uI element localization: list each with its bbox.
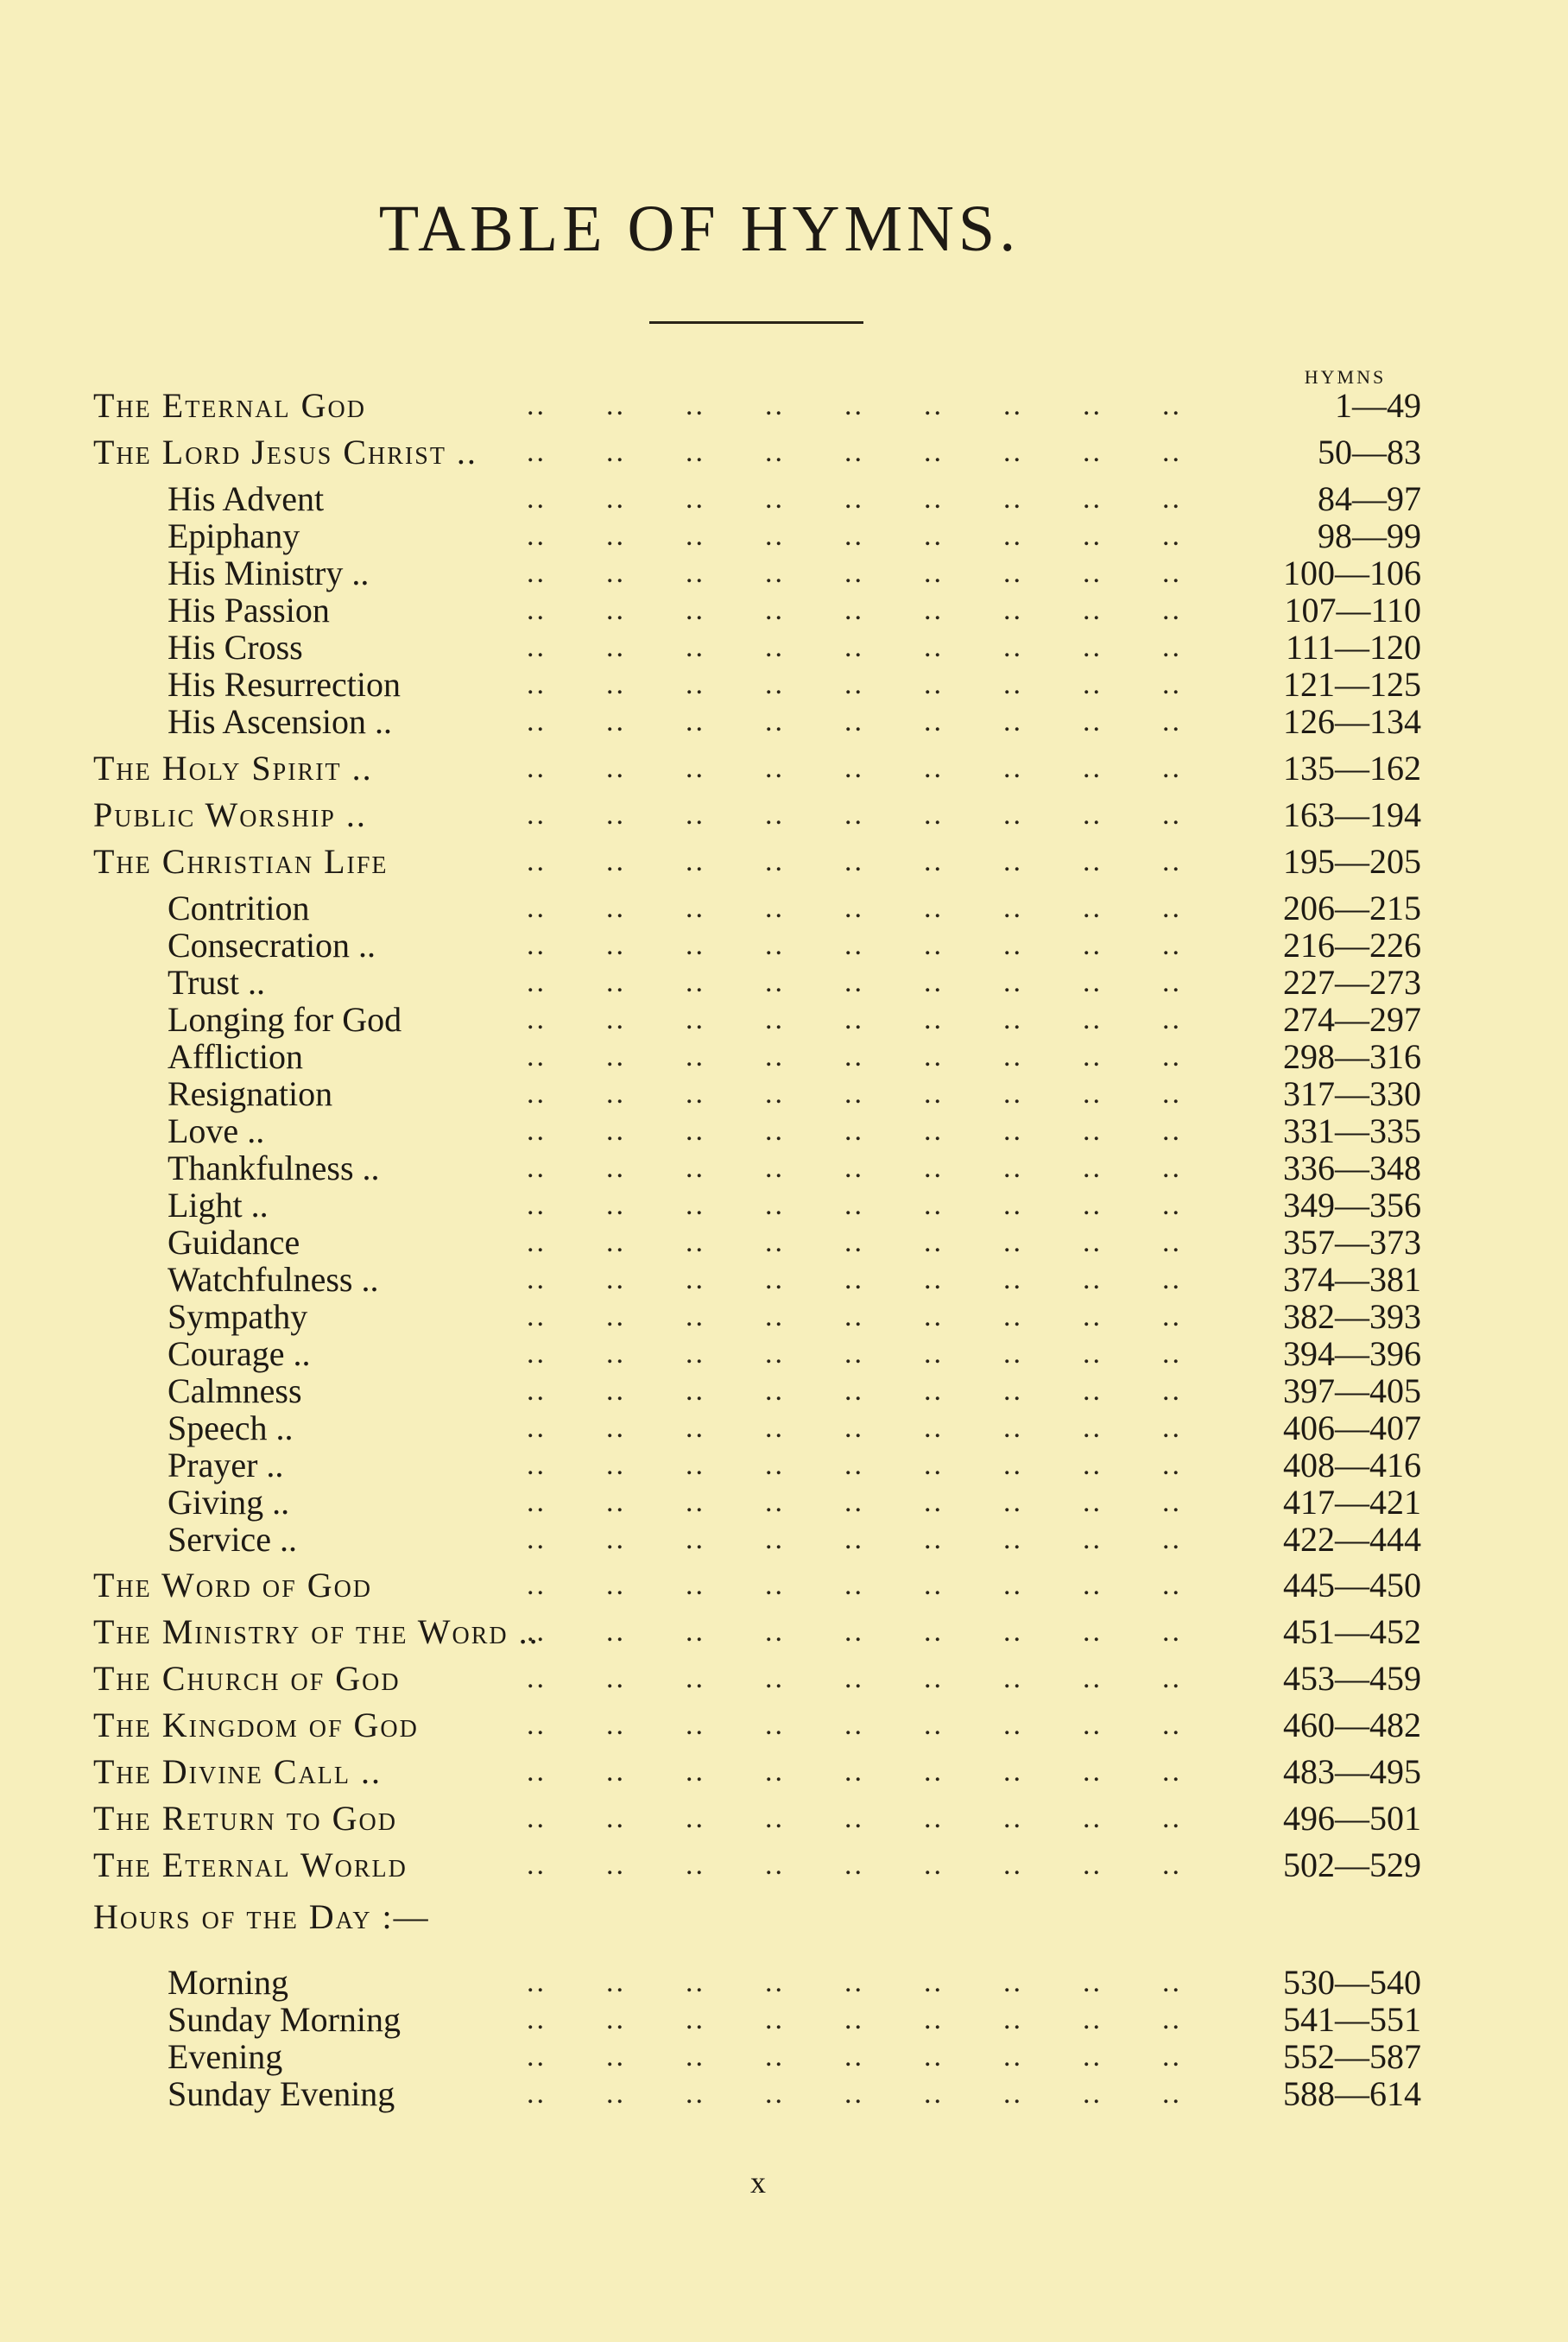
section-heading: The Word of God: [93, 1566, 373, 1605]
hymn-range: 453—459: [1283, 1659, 1421, 1698]
subsection-label: His Cross: [168, 628, 303, 667]
section-heading: Hours of the Day :—: [93, 1897, 430, 1936]
hymn-range: 317—330: [1283, 1074, 1421, 1113]
table-row: [0, 1149, 1568, 1188]
table-row: [0, 2000, 1568, 2040]
hymn-range: 195—205: [1283, 842, 1421, 881]
hymn-range: 227—273: [1283, 963, 1421, 1002]
subsection-label: His Ascension ..: [168, 702, 392, 741]
table-row: [0, 1408, 1568, 1448]
leader-dots: [527, 889, 1236, 928]
table-row: [0, 1897, 1568, 1937]
hymn-range: 1—49: [1335, 386, 1421, 425]
section-heading: The Eternal World: [93, 1845, 408, 1884]
table-row: [0, 1483, 1568, 1522]
leader-dots: [527, 795, 1236, 835]
hymn-range: 50—83: [1318, 433, 1421, 472]
hymn-range: 496—501: [1283, 1799, 1421, 1838]
hymn-range: 121—125: [1283, 665, 1421, 704]
hymn-range: 357—373: [1283, 1223, 1421, 1262]
table-row: [0, 1799, 1568, 1839]
subsection-label: Courage ..: [168, 1334, 311, 1373]
hymn-range: 111—120: [1285, 628, 1421, 667]
table-row: [0, 1566, 1568, 1605]
subsection-label: Thankfulness ..: [168, 1149, 380, 1187]
table-row: [0, 516, 1568, 556]
leader-dots: [527, 1963, 1236, 2003]
table-row: [0, 1706, 1568, 1745]
table-row: [0, 926, 1568, 965]
table-row: [0, 1520, 1568, 1560]
table-row: [0, 1186, 1568, 1225]
section-heading: The Ministry of the Word ..: [93, 1612, 540, 1651]
table-row: [0, 702, 1568, 742]
table-row: [0, 2074, 1568, 2114]
table-row: [0, 665, 1568, 705]
hymn-range: 374—381: [1283, 1260, 1421, 1299]
hymn-range: 406—407: [1283, 1408, 1421, 1447]
leader-dots: [527, 1223, 1236, 1263]
subsection-label: Calmness: [168, 1371, 302, 1410]
hymn-range: 298—316: [1283, 1037, 1421, 1076]
table-row: [0, 842, 1568, 882]
hymn-range: 107—110: [1284, 591, 1421, 630]
subsection-label: Sympathy: [168, 1297, 308, 1336]
subsection-label: Epiphany: [168, 516, 300, 555]
table-row: [0, 2037, 1568, 2077]
section-heading: The Kingdom of God: [93, 1706, 419, 1744]
table-row: [0, 1752, 1568, 1792]
subsection-label: His Passion: [168, 591, 330, 630]
hymn-range: 417—421: [1283, 1483, 1421, 1522]
section-heading: The Holy Spirit ..: [93, 749, 373, 788]
hymn-range: 126—134: [1283, 702, 1421, 741]
leader-dots: [527, 516, 1236, 556]
subsection-label: Morning: [168, 1963, 288, 2002]
hymn-range: 422—444: [1283, 1520, 1421, 1559]
subsection-label: Giving ..: [168, 1483, 290, 1522]
table-row: [0, 1845, 1568, 1885]
section-heading: The Divine Call ..: [93, 1752, 382, 1791]
hymn-range: 349—356: [1283, 1186, 1421, 1225]
table-row: [0, 386, 1568, 426]
table-row: [0, 1963, 1568, 2003]
table-row: [0, 554, 1568, 593]
leader-dots: [527, 702, 1236, 742]
subsection-label: His Advent: [168, 479, 325, 518]
table-row: [0, 591, 1568, 630]
hymn-range: 382—393: [1283, 1297, 1421, 1336]
leader-dots: [527, 1371, 1236, 1411]
leader-dots: [527, 2000, 1236, 2040]
subsection-label: Service ..: [168, 1520, 297, 1559]
section-heading: The Eternal God: [93, 386, 366, 425]
column-header: HYMNS: [1304, 366, 1387, 388]
hymn-range: 541—551: [1283, 2000, 1421, 2039]
leader-dots: [527, 1845, 1236, 1885]
hymn-range: 502—529: [1283, 1845, 1421, 1884]
subsection-label: Longing for God: [168, 1000, 402, 1039]
leader-dots: [527, 1000, 1236, 1040]
table-row: [0, 1612, 1568, 1652]
subsection-label: Sunday Evening: [168, 2074, 395, 2113]
section-heading: The Christian Life: [93, 842, 389, 881]
table-row: [0, 1334, 1568, 1374]
table-row: [0, 1037, 1568, 1077]
subsection-label: Evening: [168, 2037, 283, 2076]
hymn-range: 135—162: [1283, 749, 1421, 788]
table-row: [0, 1297, 1568, 1337]
leader-dots: [527, 433, 1236, 472]
table-row: [0, 1260, 1568, 1300]
table-row: [0, 963, 1568, 1003]
table-row: [0, 628, 1568, 668]
leader-dots: [527, 1659, 1236, 1699]
leader-dots: [527, 1297, 1236, 1337]
hymn-range: 394—396: [1283, 1334, 1421, 1373]
hymn-range: 100—106: [1283, 554, 1421, 592]
hymn-range: 451—452: [1283, 1612, 1421, 1651]
section-heading: The Return to God: [93, 1799, 397, 1838]
subsection-label: His Resurrection: [168, 665, 401, 704]
subsection-label: Consecration ..: [168, 926, 376, 965]
leader-dots: [527, 2037, 1236, 2077]
leader-dots: [527, 1752, 1236, 1792]
leader-dots: [527, 842, 1236, 882]
table-row: [0, 889, 1568, 928]
leader-dots: [527, 1706, 1236, 1745]
leader-dots: [527, 554, 1236, 593]
table-row: [0, 433, 1568, 472]
hymn-range: 552—587: [1283, 2037, 1421, 2076]
subsection-label: Light ..: [168, 1186, 269, 1225]
table-row: [0, 1074, 1568, 1114]
hymn-range: 397—405: [1283, 1371, 1421, 1410]
leader-dots: [527, 1483, 1236, 1522]
table-row: [0, 1446, 1568, 1485]
table-row: [0, 749, 1568, 788]
hymn-range: 336—348: [1283, 1149, 1421, 1187]
hymn-range: 274—297: [1283, 1000, 1421, 1039]
subsection-label: His Ministry ..: [168, 554, 370, 592]
subsection-label: Resignation: [168, 1074, 333, 1113]
subsection-label: Trust ..: [168, 963, 266, 1002]
leader-dots: [527, 591, 1236, 630]
hymn-range: 331—335: [1283, 1111, 1421, 1150]
hymn-range: 408—416: [1283, 1446, 1421, 1484]
section-heading: Public Worship ..: [93, 795, 367, 834]
page-number: x: [750, 2165, 766, 2200]
hymn-range: 84—97: [1318, 479, 1421, 518]
section-heading: The Lord Jesus Christ ..: [93, 433, 477, 472]
section-heading: The Church of God: [93, 1659, 401, 1698]
hymn-range: 98—99: [1318, 516, 1421, 555]
leader-dots: [527, 386, 1236, 426]
leader-dots: [527, 665, 1236, 705]
leader-dots: [527, 926, 1236, 965]
subsection-label: Sunday Morning: [168, 2000, 401, 2039]
leader-dots: [527, 1260, 1236, 1300]
table-row: [0, 1111, 1568, 1151]
page-title: TABLE OF HYMNS.: [378, 193, 1021, 265]
leader-dots: [527, 1612, 1236, 1652]
subsection-label: Love ..: [168, 1111, 265, 1150]
leader-dots: [527, 1408, 1236, 1448]
table-row: [0, 1000, 1568, 1040]
leader-dots: [527, 963, 1236, 1003]
hymn-range: 445—450: [1283, 1566, 1421, 1605]
subsection-label: Contrition: [168, 889, 310, 927]
leader-dots: [527, 1334, 1236, 1374]
hymn-range: 216—226: [1283, 926, 1421, 965]
leader-dots: [527, 1566, 1236, 1605]
hymn-range: 530—540: [1283, 1963, 1421, 2002]
hymn-range: 163—194: [1283, 795, 1421, 834]
table-row: [0, 795, 1568, 835]
title-rule: [649, 321, 863, 324]
leader-dots: [527, 1799, 1236, 1839]
subsection-label: Prayer ..: [168, 1446, 284, 1484]
leader-dots: [527, 1186, 1236, 1225]
leader-dots: [527, 628, 1236, 668]
leader-dots: [527, 2074, 1236, 2114]
subsection-label: Speech ..: [168, 1408, 294, 1447]
subsection-label: Guidance: [168, 1223, 300, 1262]
leader-dots: [527, 479, 1236, 519]
leader-dots: [527, 1520, 1236, 1560]
table-row: [0, 479, 1568, 519]
leader-dots: [527, 1446, 1236, 1485]
leader-dots: [527, 1037, 1236, 1077]
table-row: [0, 1223, 1568, 1263]
leader-dots: [527, 1074, 1236, 1114]
hymn-range: 588—614: [1283, 2074, 1421, 2113]
subsection-label: Watchfulness ..: [168, 1260, 379, 1299]
hymn-range: 206—215: [1283, 889, 1421, 927]
table-row: [0, 1659, 1568, 1699]
leader-dots: [527, 1149, 1236, 1188]
table-row: [0, 1371, 1568, 1411]
hymn-range: 460—482: [1283, 1706, 1421, 1744]
subsection-label: Affliction: [168, 1037, 304, 1076]
leader-dots: [527, 1111, 1236, 1151]
hymn-range: 483—495: [1283, 1752, 1421, 1791]
leader-dots: [527, 749, 1236, 788]
